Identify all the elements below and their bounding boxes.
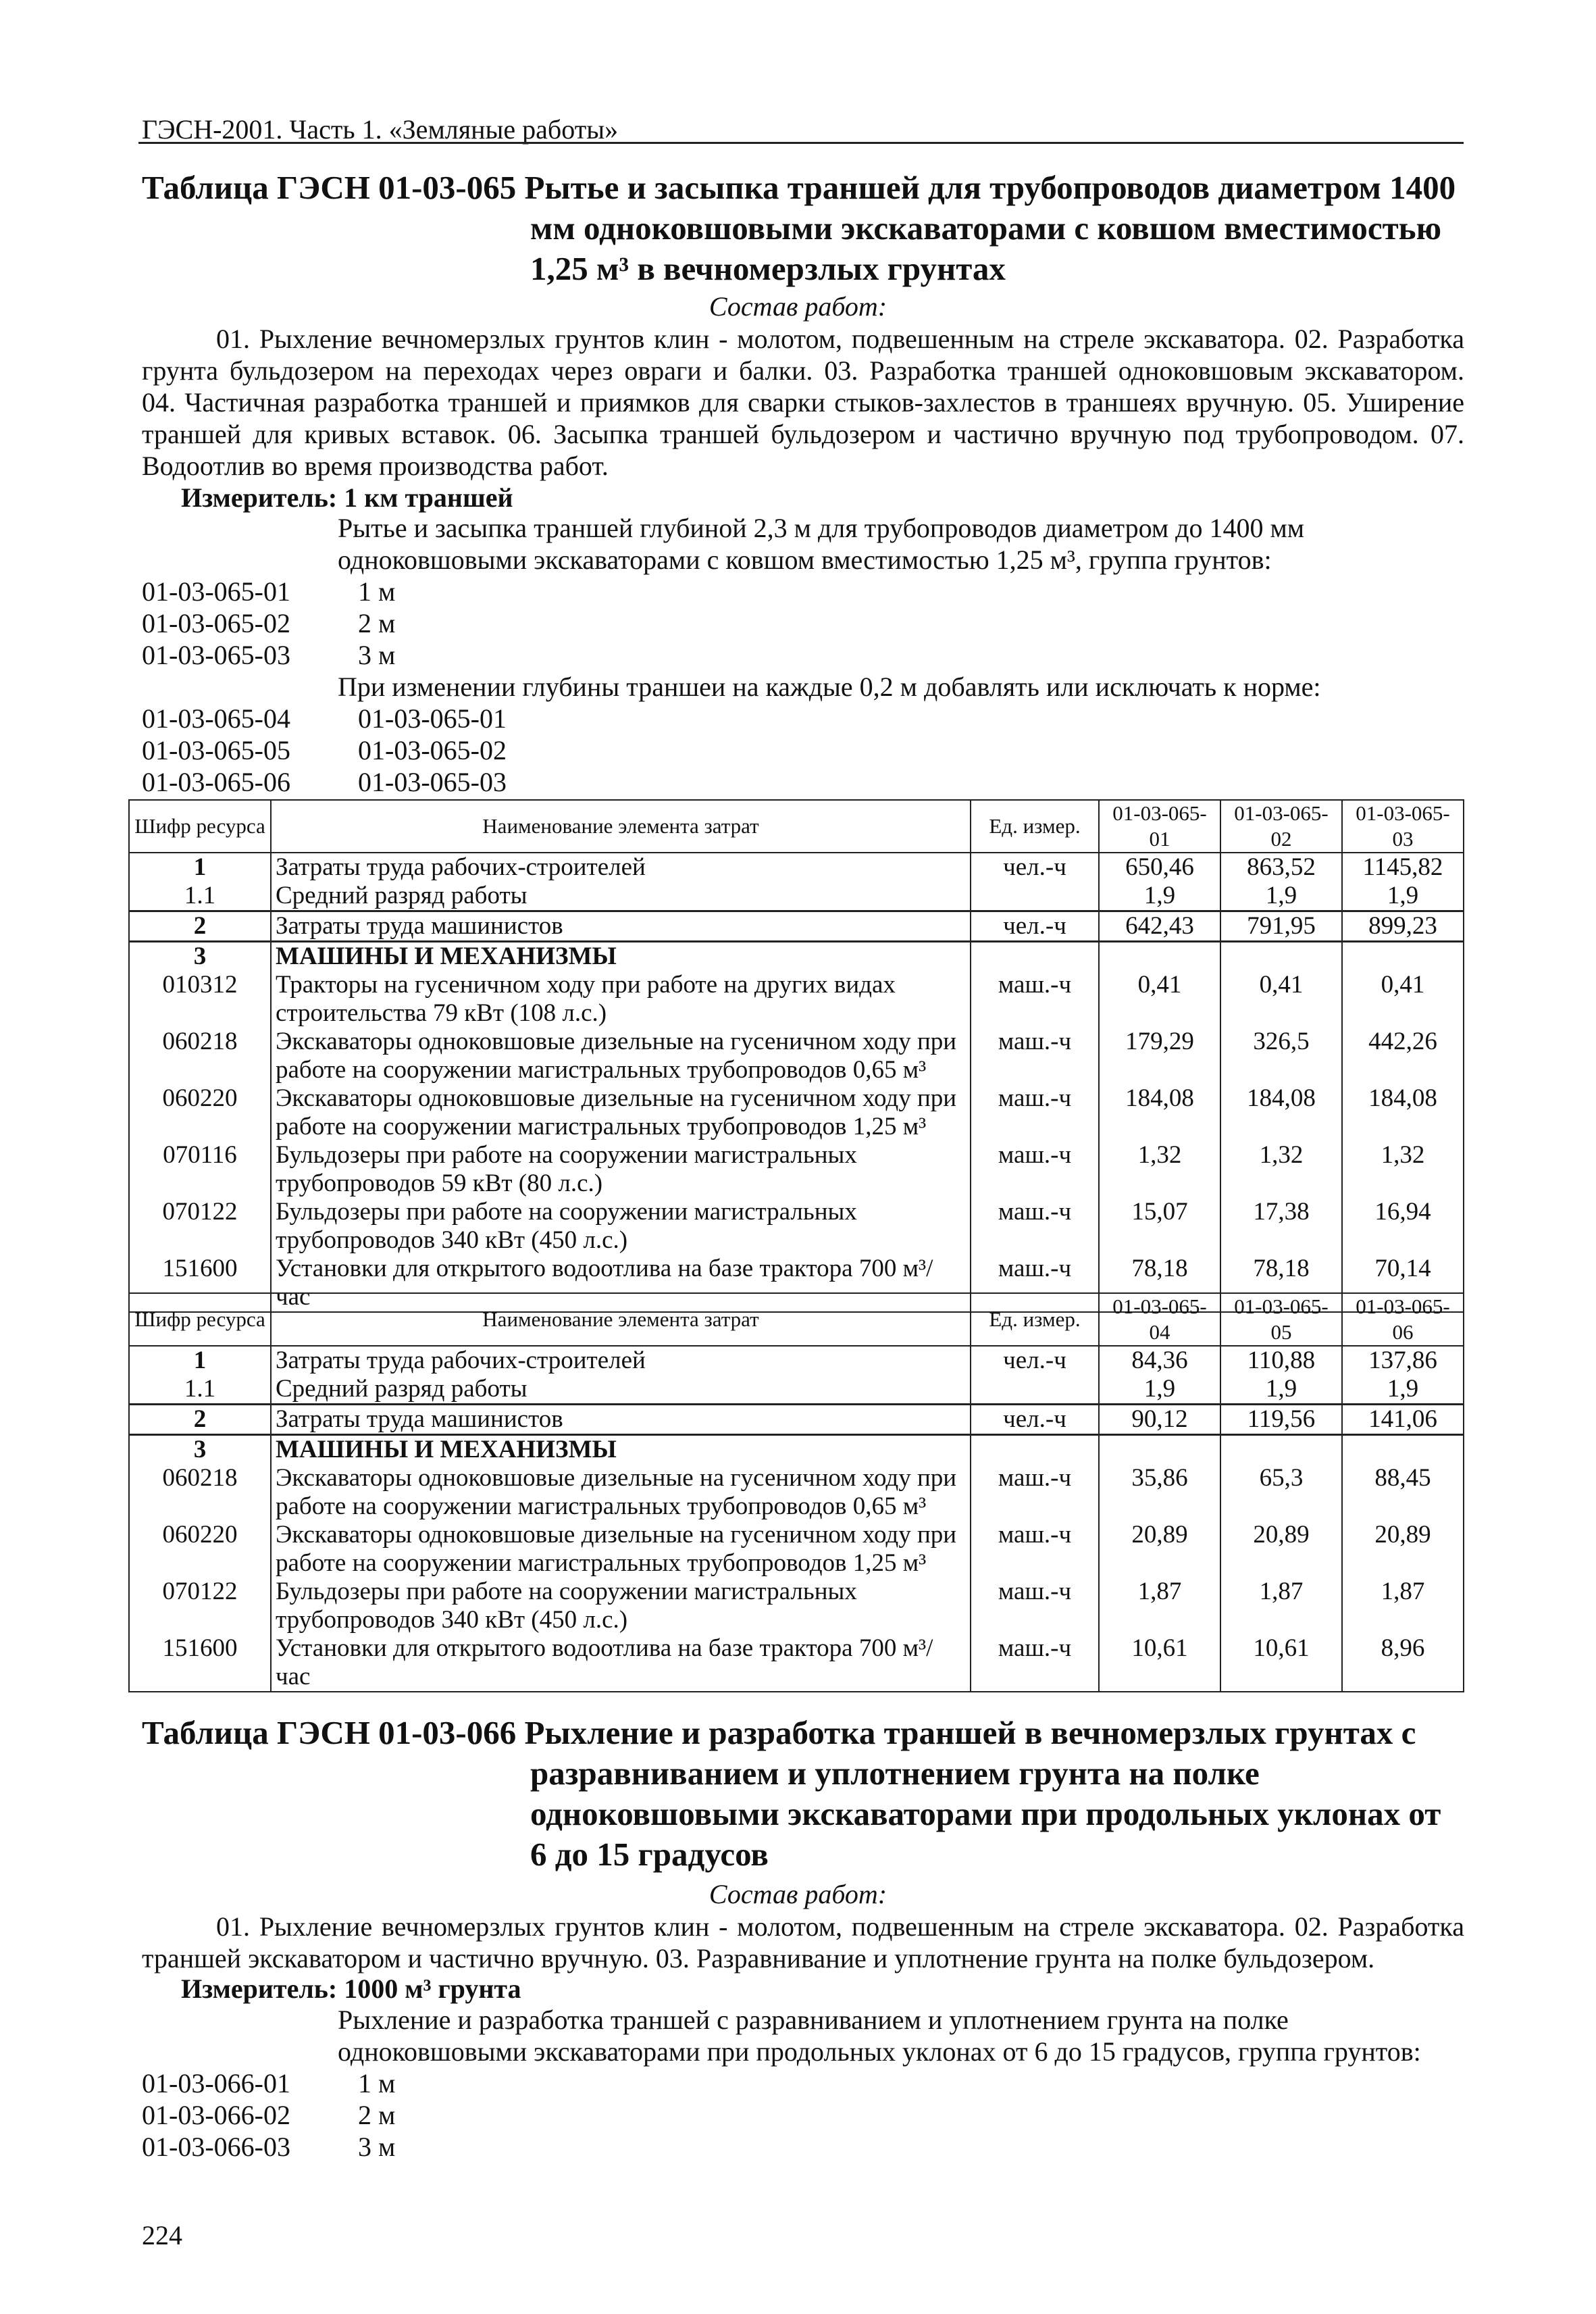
text-line: 01. Рыхление вечномерзлых грунтов клин - молотом, подвешенным на стреле экскаватора. 02. Разработка [216,324,1464,354]
title-line: Таблица ГЭСН 01-03-065 Рытье и засыпка траншей для трубопроводов диаметром 1400 [142,169,1456,206]
cell-name: Установки для открытого водоотлива на базе трактора 700 м³/час [271,1634,971,1692]
norm-code: 01-03-066-02 [142,2100,290,2130]
table-row [129,1375,1464,1405]
norm-code-label: 2 м [358,2100,396,2130]
table-row [129,911,1464,942]
work-composition-text [142,1911,1464,1974]
table-row [129,1634,1464,1692]
cell-code: 1.1 [129,1375,271,1405]
text-line: Рыхление и разработка траншей с разравниванием и уплотнением грунта на полке [338,2005,1289,2035]
cell-value: 0,41 [1099,971,1220,1028]
title-line: одноковшовыми экскаваторами при продольных уклонах от [530,1795,1441,1832]
cell-unit [971,942,1099,972]
cell-unit: чел.-ч [971,1405,1099,1435]
cell-code: 1 [129,853,271,882]
title-line: разравниванием и уплотнением грунта на полке [530,1755,1260,1792]
text-line: Рытье и засыпка траншей глубиной 2,3 м для трубопроводов диаметром до 1400 мм [338,513,1305,543]
cell-name: Экскаваторы одноковшовые дизельные на гусеничном ходу при работе на сооружении магистральных трубопроводов 1,25 м³ [271,1521,971,1578]
cell-code: 060220 [129,1521,271,1578]
cell-name: МАШИНЫ И МЕХАНИЗМЫ [271,942,971,972]
table-row [129,1521,1464,1578]
cell-unit: маш.-ч [971,971,1099,1028]
cell-value [1220,942,1342,972]
cell-value: 1,9 [1099,1375,1220,1405]
cell-code: 010312 [129,971,271,1028]
text-line: одноковшовыми экскаваторами при продольных уклонах от 6 до 15 градусов, группа грунтов: [338,2036,1421,2067]
measure-unit: Измеритель: 1 км траншей [181,482,513,513]
norm-code: 01-03-065-03 [142,640,290,670]
norm-code: 01-03-066-01 [142,2068,290,2098]
cell-unit: маш.-ч [971,1028,1099,1084]
cell-value: 78,18 [1220,1255,1342,1312]
measure-unit: Измеритель: 1000 м³ грунта [181,1973,521,2004]
cell-value: 17,38 [1220,1198,1342,1255]
cell-value [1342,942,1464,972]
resource-table-1 [128,799,1464,1313]
cell-value: 141,06 [1342,1405,1464,1435]
table-row [129,1198,1464,1255]
cell-value: 791,95 [1220,911,1342,942]
text-line: 01. Рыхление вечномерзлых грунтов клин - молотом, подвешенным на стреле экскаватора. 02. Разработка [216,1911,1464,1942]
cell-name: Установки для открытого водоотлива на базе трактора 700 м³/час [271,1255,971,1312]
cell-value: 16,94 [1342,1198,1464,1255]
cell-name: Затраты труда рабочих-строителей [271,853,971,882]
norm-codes-list [142,576,395,671]
cell-value: 1,87 [1220,1578,1342,1634]
cell-value: 20,89 [1099,1521,1220,1578]
cell-unit: маш.-ч [971,1521,1099,1578]
cell-name: Затраты труда рабочих-строителей [271,1346,971,1375]
cell-unit: маш.-ч [971,1141,1099,1198]
table-row [129,1464,1464,1521]
cell-name: Бульдозеры при работе на сооружении магистральных трубопроводов 340 кВт (450 л.с.) [271,1198,971,1255]
cell-value: 184,08 [1220,1084,1342,1141]
work-composition-label: Состав работ: [709,291,887,322]
cell-name: МАШИНЫ И МЕХАНИЗМЫ [271,1435,971,1465]
cell-value: 1,32 [1220,1141,1342,1198]
cell-unit [971,1375,1099,1405]
cell-unit: маш.-ч [971,1464,1099,1521]
resource-table-2 [128,1292,1464,1692]
cell-unit: чел.-ч [971,911,1099,942]
cell-value: 1,9 [1099,882,1220,911]
cell-value [1099,942,1220,972]
cell-unit: чел.-ч [971,853,1099,882]
norm-code-label: 1 м [358,2068,396,2098]
cell-name: Тракторы на гусеничном ходу при работе на других видах строительства 79 кВт (108 л.с.) [271,971,971,1028]
cell-value: 15,07 [1099,1198,1220,1255]
cell-name: Бульдозеры при работе на сооружении магистральных трубопроводов 59 кВт (80 л.с.) [271,1141,971,1198]
cell-unit: маш.-ч [971,1578,1099,1634]
norm-codes-list [142,2067,395,2163]
norm-code-row [142,639,395,671]
cell-unit: маш.-ч [971,1634,1099,1692]
text-line: Водоотлив во время производства работ. [142,451,609,481]
cell-unit: чел.-ч [971,1346,1099,1375]
table-065-title [142,168,1456,289]
text-line: 04. Частичная разработка траншей и приямков для сварки стыков-захлестов в траншеях вручную. 05. Уширение [142,387,1464,418]
norm-description [338,2004,1421,2067]
cell-value: 1,9 [1342,1375,1464,1405]
norm-code-row [142,2067,395,2099]
norm-code: 01-03-065-05 [142,735,290,765]
cell-value: 1,32 [1342,1141,1464,1198]
text-line: траншей для кривых вставок. 06. Засыпка траншей бульдозером и частично вручную под трубопроводом. 07. [142,419,1464,449]
cell-name: Затраты труда машинистов [271,1405,971,1435]
cell-unit: маш.-ч [971,1198,1099,1255]
cell-value: 184,08 [1342,1084,1464,1141]
cell-value: 863,52 [1220,853,1342,882]
norm-code: 01-03-065-02 [142,608,290,638]
norm-description [338,512,1304,576]
cell-value: 8,96 [1342,1634,1464,1692]
cell-value: 179,29 [1099,1028,1220,1084]
norm-code-reference: 01-03-065-01 [358,703,507,734]
running-head: ГЭСН-2001. Часть 1. «Земляные работы» [142,114,619,145]
norm-code-row [142,2099,395,2131]
table-row [129,1346,1464,1375]
text-line: одноковшовыми экскаваторами с ковшом вместимостью 1,25 м³, группа грунтов: [338,545,1272,575]
cell-code: 060220 [129,1084,271,1141]
cell-name: Экскаваторы одноковшовые дизельные на гусеничном ходу при работе на сооружении магистральных трубопроводов 1,25 м³ [271,1084,971,1141]
cell-value: 35,86 [1099,1464,1220,1521]
cell-value: 20,89 [1220,1521,1342,1578]
norm-code: 01-03-065-04 [142,703,290,734]
work-composition-label: Состав работ: [709,1879,887,1909]
cell-value: 10,61 [1099,1634,1220,1692]
cell-value: 899,23 [1342,911,1464,942]
table-row [129,971,1464,1028]
norm-code-reference: 01-03-065-02 [358,735,507,765]
cell-name: Экскаваторы одноковшовые дизельные на гусеничном ходу при работе на сооружении магистральных трубопроводов 0,65 м³ [271,1464,971,1521]
cell-value: 20,89 [1342,1521,1464,1578]
cell-value: 1,9 [1342,882,1464,911]
cell-value: 0,41 [1342,971,1464,1028]
cell-value: 90,12 [1099,1405,1220,1435]
norm-code: 01-03-065-06 [142,767,290,797]
table-header-row [129,800,1464,853]
table-row [129,1405,1464,1435]
norm-code-row [142,734,507,766]
norm-code-row [142,607,395,639]
table-row [129,1141,1464,1198]
cell-value [1099,1435,1220,1465]
cell-value: 1,9 [1220,882,1342,911]
norm-code-label: 3 м [358,2132,396,2162]
title-line: 1,25 м³ в вечномерзлых грунтах [530,250,1006,287]
table-body [129,1346,1464,1692]
cell-value: 119,56 [1220,1405,1342,1435]
cell-value: 137,86 [1342,1346,1464,1375]
table-row [129,1084,1464,1141]
cell-name: Затраты труда машинистов [271,911,971,942]
norm-code-label: 1 м [358,576,396,607]
cell-code: 151600 [129,1255,271,1312]
header-col: 01-03-065-04 [1099,1293,1220,1346]
cell-name: Средний разряд работы [271,1375,971,1405]
header-unit: Ед. измер. [971,1293,1099,1346]
table-row [129,882,1464,911]
cell-unit: маш.-ч [971,1255,1099,1312]
cell-value: 88,45 [1342,1464,1464,1521]
norm-code-row [142,703,507,734]
cell-value: 1,87 [1342,1578,1464,1634]
norm-code: 01-03-065-01 [142,576,290,607]
norm-code-label: 3 м [358,640,396,670]
header-name: Наименование элемента затрат [271,1293,971,1346]
cell-unit [971,882,1099,911]
cell-value [1342,1435,1464,1465]
cell-code: 3 [129,1435,271,1465]
norm-code-reference: 01-03-065-03 [358,767,507,797]
title-line: 6 до 15 градусов [530,1836,769,1873]
cell-value: 0,41 [1220,971,1342,1028]
cell-value: 642,43 [1099,911,1220,942]
table-row [129,1028,1464,1084]
table-066-title [142,1713,1441,1875]
cell-name: Средний разряд работы [271,882,971,911]
header-col: 01-03-065-05 [1220,1293,1342,1346]
cell-value: 1,9 [1220,1375,1342,1405]
cell-unit: маш.-ч [971,1084,1099,1141]
header-code: Шифр ресурса [129,800,271,853]
cell-name: Бульдозеры при работе на сооружении магистральных трубопроводов 340 кВт (450 л.с.) [271,1578,971,1634]
cell-value: 10,61 [1220,1634,1342,1692]
header-code: Шифр ресурса [129,1293,271,1346]
header-col: 01-03-065-06 [1342,1293,1464,1346]
work-composition-text [142,323,1464,482]
cell-code: 151600 [129,1634,271,1692]
table-header-row [129,1293,1464,1346]
cell-value: 1,32 [1099,1141,1220,1198]
page-number: 224 [142,2220,182,2250]
cell-value: 442,26 [1342,1028,1464,1084]
cell-code: 2 [129,1405,271,1435]
cell-code: 2 [129,911,271,942]
title-line: Таблица ГЭСН 01-03-066 Рыхление и разработка траншей в вечномерзлых грунтах с [142,1714,1416,1751]
norm-code-label: 2 м [358,608,396,638]
cell-code: 060218 [129,1028,271,1084]
cell-value: 326,5 [1220,1028,1342,1084]
header-unit: Ед. измер. [971,800,1099,853]
cell-code: 1.1 [129,882,271,911]
cell-value: 78,18 [1099,1255,1220,1312]
depth-change-note: При изменении глубины траншеи на каждые 0,2 м добавлять или исключать к норме: [338,672,1321,702]
cell-value: 84,36 [1099,1346,1220,1375]
cell-value: 70,14 [1342,1255,1464,1312]
table-body [129,853,1464,1312]
cell-unit [971,1435,1099,1465]
norm-codes-list-additional [142,703,507,798]
header-col: 01-03-065-03 [1342,800,1464,853]
table-row [129,942,1464,972]
cell-value: 1145,82 [1342,853,1464,882]
cell-value: 1,87 [1099,1578,1220,1634]
cell-value [1220,1435,1342,1465]
cell-code: 070122 [129,1578,271,1634]
cell-code: 3 [129,942,271,972]
cell-value: 110,88 [1220,1346,1342,1375]
cell-name: Экскаваторы одноковшовые дизельные на гусеничном ходу при работе на сооружении магистральных трубопроводов 0,65 м³ [271,1028,971,1084]
norm-code: 01-03-066-03 [142,2132,290,2162]
header-col: 01-03-065-01 [1099,800,1220,853]
norm-code-row [142,2131,395,2163]
table-row [129,1578,1464,1634]
cell-code: 070116 [129,1141,271,1198]
header-col: 01-03-065-02 [1220,800,1342,853]
cell-code: 070122 [129,1198,271,1255]
table-row [129,853,1464,882]
text-line: траншей экскаватором и частично вручную. 03. Разравнивание и уплотнение грунта на полке бульдозером. [142,1943,1375,1973]
cell-value: 184,08 [1099,1084,1220,1141]
norm-code-row [142,766,507,798]
header-rule [138,142,1464,144]
norm-code-row [142,576,395,607]
text-line: грунта бульдозером на переходах через овраги и балки. 03. Разработка траншей одноковшовым экскаватором. [142,355,1464,386]
cell-value: 650,46 [1099,853,1220,882]
title-line: мм одноковшовыми экскаваторами с ковшом вместимостью [530,209,1442,247]
table-row [129,1435,1464,1465]
cell-code: 060218 [129,1464,271,1521]
cell-code: 1 [129,1346,271,1375]
header-name: Наименование элемента затрат [271,800,971,853]
cell-value: 65,3 [1220,1464,1342,1521]
